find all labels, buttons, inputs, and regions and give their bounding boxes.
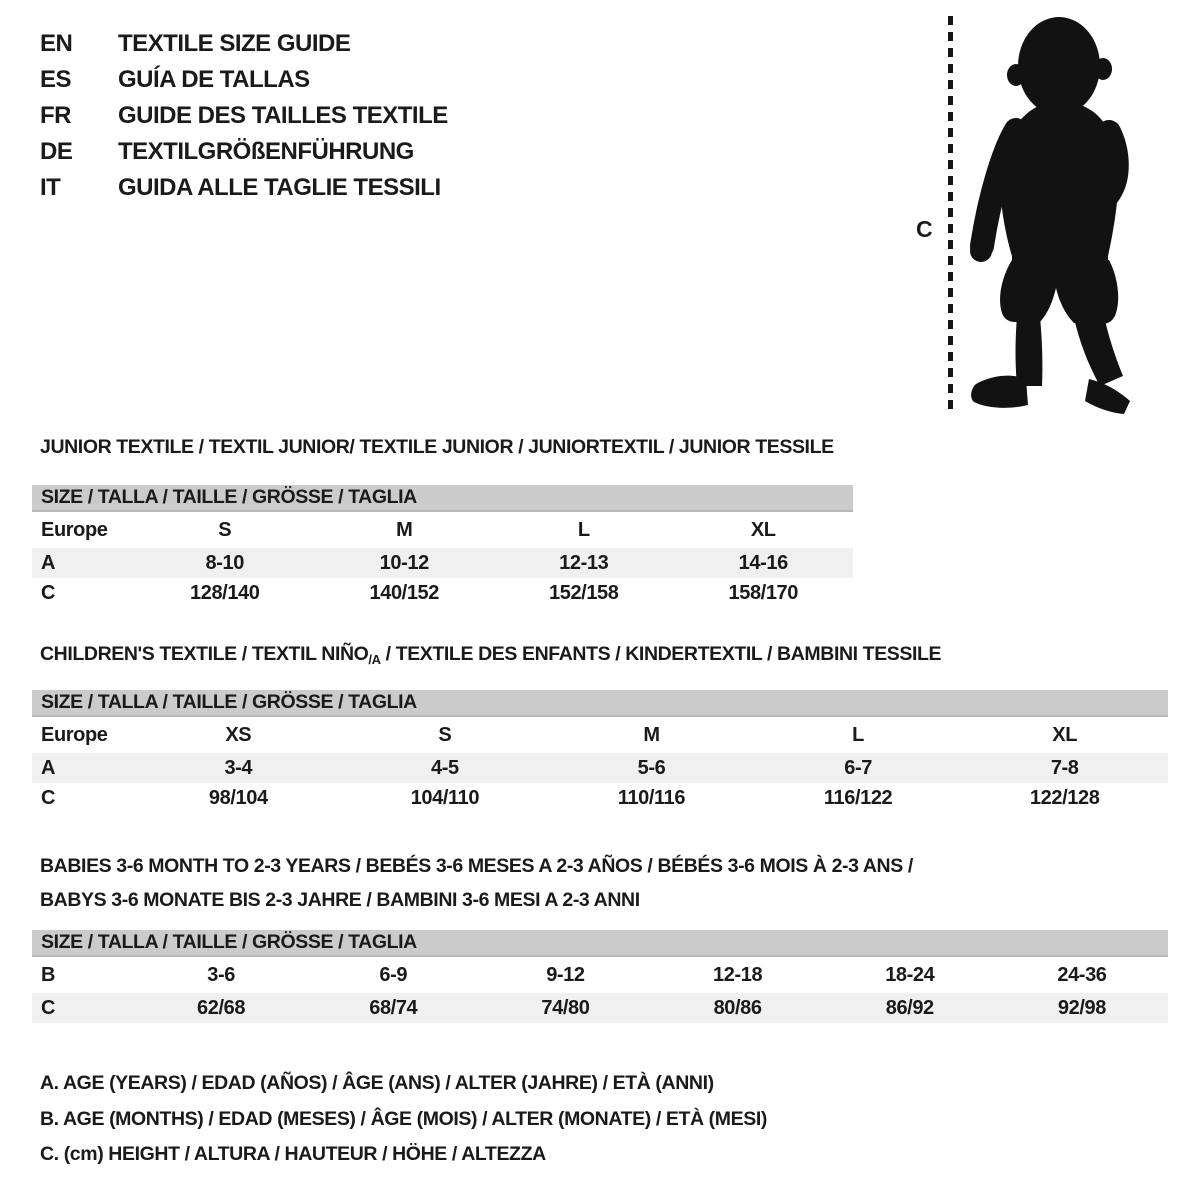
table-cell: 92/98: [1057, 996, 1106, 1019]
babies-title-line2: BABYS 3-6 MONATE BIS 2-3 JAHRE / BAMBINI 3-6 MESI A 2-3 ANNI: [40, 889, 640, 911]
babies-section-title: [40, 849, 913, 917]
table-cell: 3-4: [224, 756, 253, 779]
children-title-rest: / TEXTILE DES ENFANTS / KINDERTEXTIL / BAMBINI TESSILE: [380, 643, 942, 665]
row-label: C: [41, 996, 56, 1019]
table-row-height: [32, 578, 853, 608]
children-size-table: [32, 690, 1168, 813]
table-cell: S: [438, 723, 452, 746]
language-title: TEXTILE SIZE GUIDE: [118, 30, 351, 57]
table-cell: 116/122: [823, 786, 893, 809]
size-table-header: SIZE / TALLA / TAILLE / GRÖSSE / TAGLIA: [32, 930, 1168, 957]
table-row-europe: [32, 717, 1168, 753]
junior-size-table: [32, 485, 853, 608]
table-row-age: [32, 548, 853, 578]
size-table-header: SIZE / TALLA / TAILLE / GRÖSSE / TAGLIA: [32, 485, 853, 512]
legend-line-b: B. AGE (MONTHS) / EDAD (MESES) / ÂGE (MOIS) / ALTER (MONATE) / ETÀ (MESI): [40, 1107, 767, 1130]
table-cell: 7-8: [1050, 756, 1079, 779]
table-row-age-months: [32, 957, 1168, 993]
table-cell: 68/74: [369, 996, 418, 1019]
babies-title-line1: BABIES 3-6 MONTH TO 2-3 YEARS / BEBÉS 3-6 MESES A 2-3 AÑOS / BÉBÉS 3-6 MOIS À 2-3 ANS /: [40, 855, 913, 877]
table-cell: 12-18: [713, 963, 763, 986]
table-cell: 9-12: [546, 963, 585, 986]
language-row-es: [40, 62, 448, 98]
language-code: ES: [40, 66, 72, 93]
table-cell: 128/140: [190, 581, 260, 604]
language-code: FR: [40, 102, 71, 129]
children-section-title: [40, 643, 941, 667]
row-label: Europe: [41, 518, 108, 541]
table-cell: 5-6: [637, 756, 666, 779]
table-cell: 158/170: [728, 581, 798, 604]
row-label: A: [41, 756, 56, 779]
table-cell: 4-5: [431, 756, 459, 779]
row-label: B: [41, 963, 56, 986]
table-cell: 14-16: [738, 551, 788, 574]
measurement-legend: [40, 1066, 767, 1173]
table-cell: 12-13: [559, 551, 609, 574]
language-row-de: [40, 134, 448, 170]
table-cell: 110/116: [617, 786, 686, 809]
table-cell: 10-12: [379, 551, 429, 574]
language-row-en: [40, 26, 448, 62]
table-cell: XL: [1052, 723, 1078, 746]
header-language-list: [40, 26, 448, 206]
table-cell: 104/110: [410, 786, 480, 809]
height-measure-dashed-line: [948, 16, 953, 416]
table-cell: 6-9: [379, 963, 408, 986]
language-title: GUIDA ALLE TAGLIE TESSILI: [118, 174, 441, 201]
language-title: TEXTILGRÖßENFÜHRUNG: [118, 138, 414, 165]
table-cell: XS: [225, 723, 252, 746]
table-cell: 122/128: [1029, 786, 1100, 809]
language-row-it: [40, 170, 448, 206]
language-code: DE: [40, 138, 73, 165]
legend-line-c: C. (cm) HEIGHT / ALTURA / HAUTEUR / HÖHE / ALTEZZA: [40, 1143, 546, 1166]
table-row-europe: [32, 512, 853, 548]
children-title-main: CHILDREN'S TEXTILE / TEXTIL NIÑO: [40, 643, 369, 665]
height-measure-label: C: [916, 216, 933, 242]
row-label: C: [41, 786, 56, 809]
toddler-silhouette-icon: [962, 12, 1142, 417]
table-cell: XL: [750, 518, 776, 541]
table-cell: 74/80: [541, 996, 590, 1019]
language-code: EN: [40, 30, 73, 57]
table-cell: 24-36: [1057, 963, 1107, 986]
table-cell: M: [643, 723, 660, 746]
table-cell: 8-10: [205, 551, 244, 574]
children-title-sub: /A: [368, 652, 381, 667]
legend-line-a: A. AGE (YEARS) / EDAD (AÑOS) / ÂGE (ANS) / ALTER (JAHRE) / ETÀ (ANNI): [40, 1072, 714, 1095]
table-cell: 62/68: [197, 996, 246, 1019]
table-cell: M: [396, 518, 413, 541]
row-label: C: [41, 581, 56, 604]
table-cell: 80/86: [713, 996, 762, 1019]
table-row-height: [32, 993, 1168, 1023]
row-label: Europe: [41, 723, 108, 746]
table-cell: 152/158: [549, 581, 619, 604]
babies-size-table: [32, 930, 1168, 1023]
table-cell: 86/92: [885, 996, 934, 1019]
junior-section-title: JUNIOR TEXTILE / TEXTIL JUNIOR/ TEXTILE JUNIOR / JUNIORTEXTIL / JUNIOR TESSILE: [40, 436, 834, 458]
language-title: GUÍA DE TALLAS: [118, 66, 310, 93]
language-title: GUIDE DES TAILLES TEXTILE: [118, 102, 448, 129]
table-row-age: [32, 753, 1168, 783]
table-row-height: [32, 783, 1168, 813]
table-cell: L: [852, 723, 864, 746]
table-cell: 3-6: [207, 963, 235, 986]
table-cell: 98/104: [208, 786, 268, 809]
table-cell: S: [218, 518, 232, 541]
row-label: A: [41, 551, 56, 574]
language-code: IT: [40, 174, 61, 201]
size-table-header: SIZE / TALLA / TAILLE / GRÖSSE / TAGLIA: [32, 690, 1168, 717]
table-cell: 140/152: [369, 581, 439, 604]
table-cell: 18-24: [885, 963, 935, 986]
language-row-fr: [40, 98, 448, 134]
table-cell: 6-7: [844, 756, 872, 779]
table-cell: L: [577, 518, 590, 541]
